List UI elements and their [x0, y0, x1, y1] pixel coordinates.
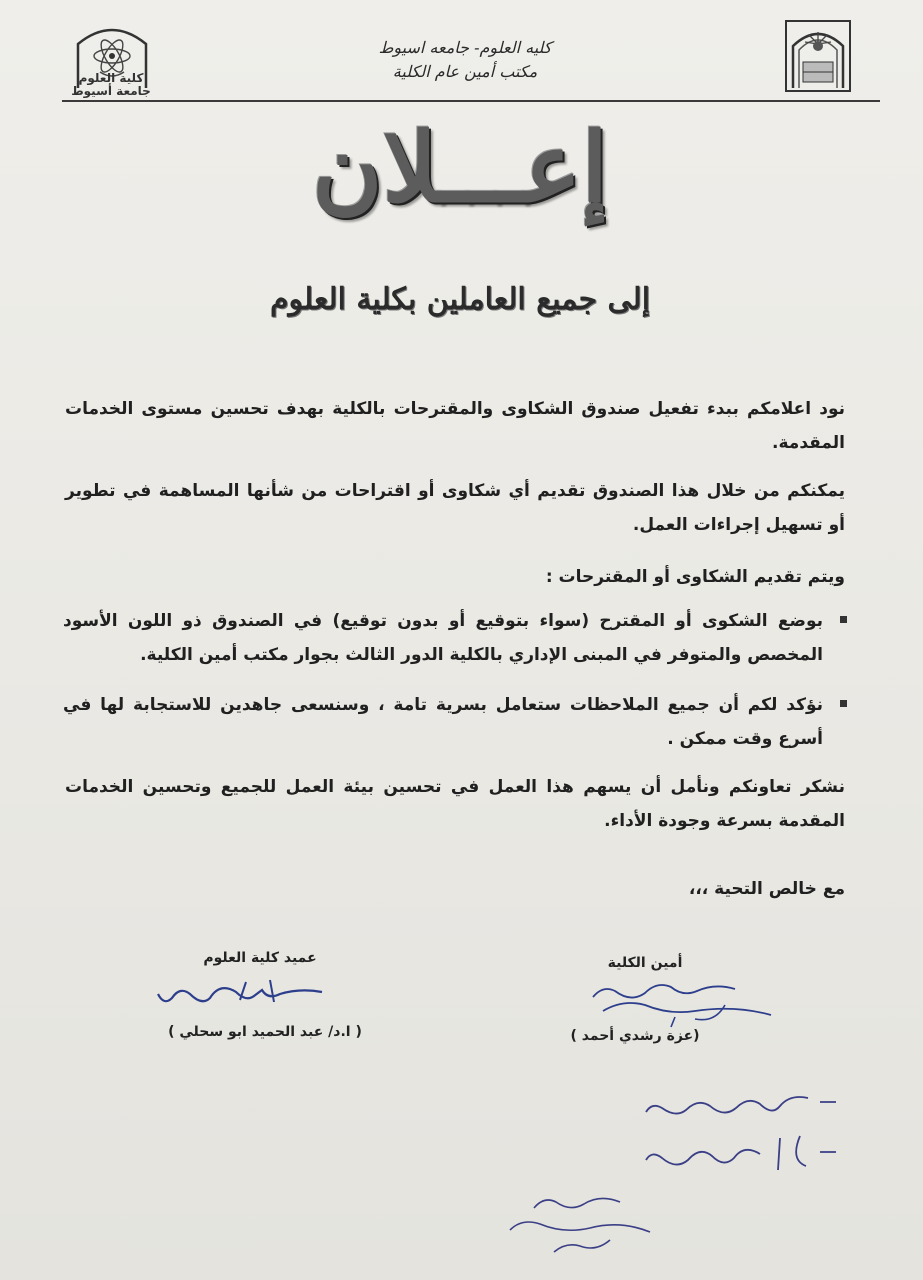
secretary-title: أمين الكلية — [607, 955, 683, 971]
bullet-square-icon — [840, 616, 847, 623]
secretary-signature — [575, 975, 785, 1035]
paragraph-submission-heading: ويتم تقديم الشكاوى أو المقترحات : — [545, 567, 845, 587]
dean-name: ( ا.د/ عبد الحميد ابو سحلي ) — [168, 1024, 362, 1040]
header-line-2: مكتب أمين عام الكلية — [392, 62, 538, 81]
paragraph-thanks: نشكر تعاونكم ونأمل أن يسهم هذا العمل في تحسين بيئة العمل للجميع وتحسين الخدمات المقدمة بسرعة وجودة الأداء. — [65, 777, 845, 831]
faculty-logo-caption: كلية العلوم جامعة أسيوط — [71, 71, 151, 98]
handwritten-initials — [500, 1190, 700, 1260]
secretary-name: (عزة رشدي أحمد ) — [570, 1028, 700, 1044]
announcement-subtitle: إلى جميع العاملين بكلية العلوم — [269, 282, 651, 317]
header-line-1: كليه العلوم- جامعه اسيوط — [378, 38, 552, 57]
paragraph-box-purpose: يمكنكم من خلال هذا الصندوق تقديم أي شكاوى أو اقتراحات من شأنها المساهمة في تطوير أو تسهيل إجراءات العمل. — [65, 481, 845, 535]
dean-signature — [150, 972, 330, 1012]
announcement-title: إعـــلان — [311, 111, 609, 224]
closing-line: مع خالص التحية ،،، — [688, 879, 845, 899]
assiut-university-logo — [783, 18, 853, 94]
handwritten-note — [640, 1090, 840, 1126]
bullet-item: بوضع الشكوى أو المقترح (سواء بتوقيع أو بدون توقيع) في الصندوق ذو اللون الأسود المخصص والمتوفر في المبنى الإداري بالكلية الدور الثالث بجوار مكتب أمين الكلية. — [63, 604, 823, 672]
dean-title: عميد كلية العلوم — [203, 950, 317, 966]
paragraph-intro: نود اعلامكم ببدء تفعيل صندوق الشكاوى والمقترحات بالكلية بهدف تحسين مستوى الخدمات المقدمة. — [65, 399, 845, 453]
bullet-square-icon — [840, 700, 847, 707]
handwritten-note — [640, 1130, 840, 1180]
bullet-item: نؤكد لكم أن جميع الملاحظات ستعامل بسرية تامة ، وسنسعى جاهدين للاستجابة لها في أسرع وقت ممكن . — [63, 688, 823, 756]
header-divider — [62, 100, 880, 102]
